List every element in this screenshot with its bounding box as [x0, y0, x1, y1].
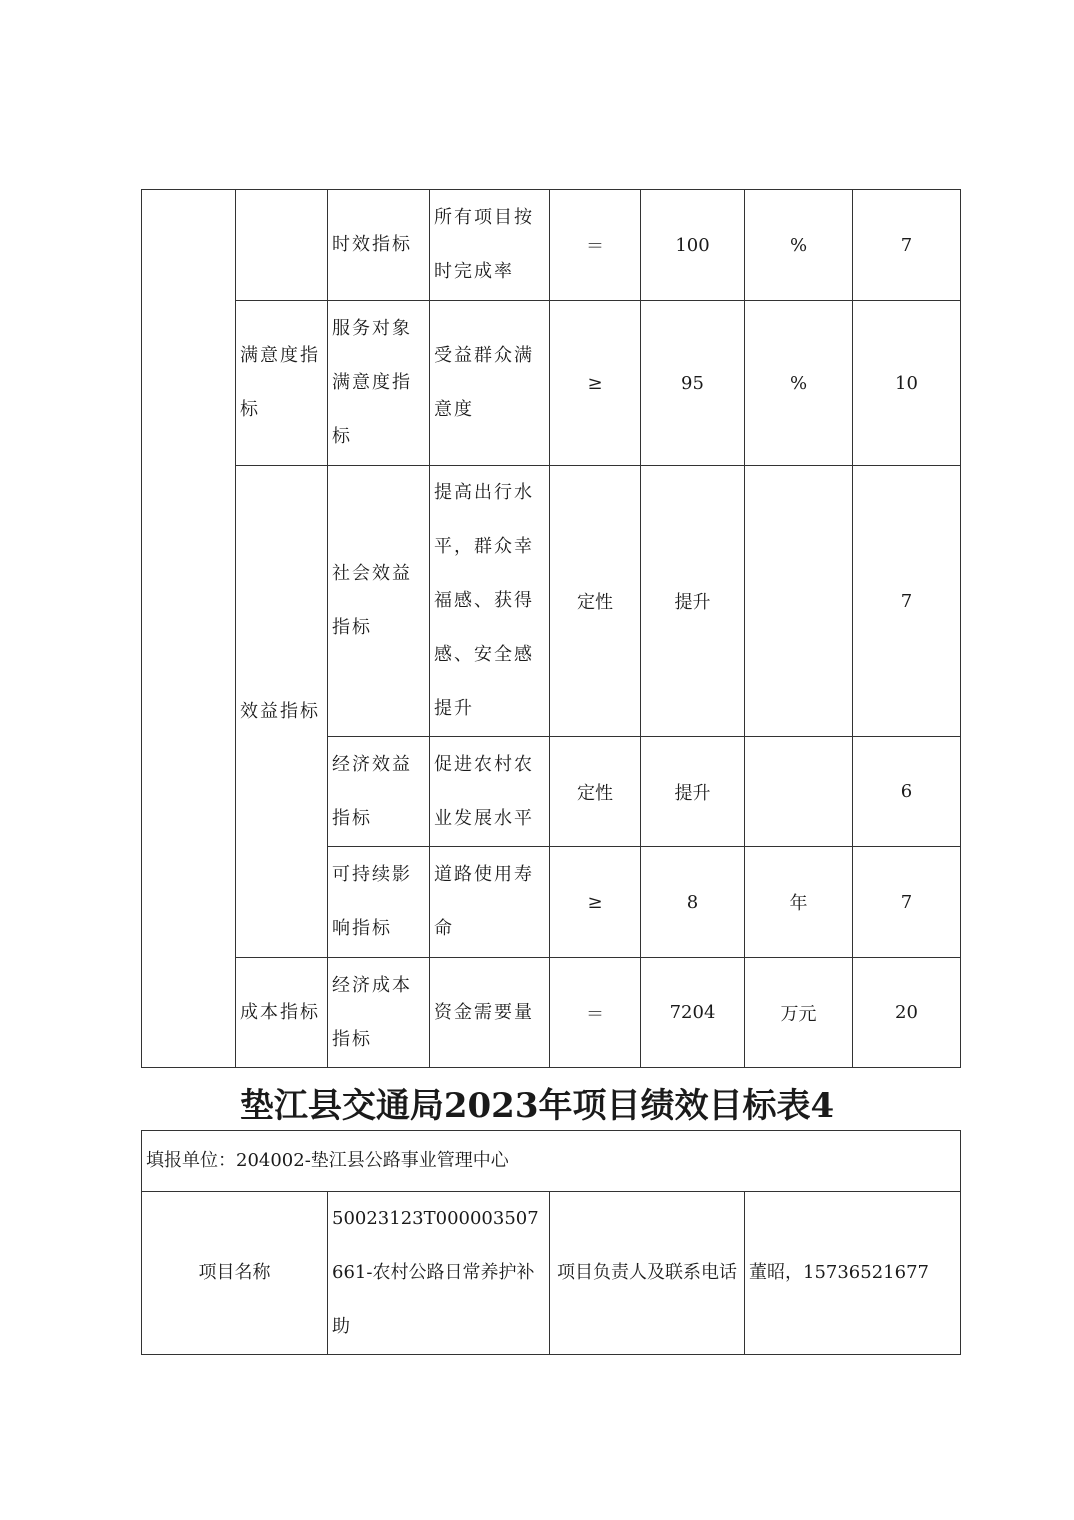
- project-info-table: [141, 1130, 961, 1355]
- operator: 定性: [550, 737, 641, 847]
- operator: 定性: [550, 466, 641, 737]
- project-name-label: 项目名称: [142, 1192, 328, 1355]
- indicator-name: 提高出行水平，群众幸福感、获得感、安全感提升: [430, 466, 550, 737]
- table-row: [142, 301, 961, 466]
- weight: 7: [853, 466, 961, 737]
- target-value: 95: [641, 301, 745, 466]
- second-level-cell: [236, 190, 328, 301]
- indicator-table: [141, 189, 961, 1068]
- unit: [745, 466, 853, 737]
- table-row: [142, 466, 961, 737]
- target-value: 提升: [641, 737, 745, 847]
- reporting-unit: 填报单位：204002-垫江县公路事业管理中心: [142, 1131, 961, 1192]
- target-value: 7204: [641, 958, 745, 1068]
- target-value: 提升: [641, 466, 745, 737]
- weight: 10: [853, 301, 961, 466]
- third-level-cell: 经济效益指标: [328, 737, 430, 847]
- second-level-cell: 效益指标: [236, 466, 328, 958]
- unit: %: [745, 190, 853, 301]
- target-value: 8: [641, 847, 745, 958]
- indicator-name: 道路使用寿命: [430, 847, 550, 958]
- weight: 7: [853, 190, 961, 301]
- weight: 7: [853, 847, 961, 958]
- indicator-name: 受益群众满意度: [430, 301, 550, 466]
- third-level-cell: 服务对象满意度指标: [328, 301, 430, 466]
- second-level-cell: 满意度指标: [236, 301, 328, 466]
- third-level-cell: 时效指标: [328, 190, 430, 301]
- operator: ≥: [550, 301, 641, 466]
- page-title: 垫江县交通局2023年项目绩效目标表4: [239, 1086, 835, 1126]
- table-row: [142, 958, 961, 1068]
- third-level-cell: 经济成本指标: [328, 958, 430, 1068]
- indicator-name: 所有项目按时完成率: [430, 190, 550, 301]
- indicator-name: 促进农村农业发展水平: [430, 737, 550, 847]
- project-name-value: 50023123T000003507661-农村公路日常养护补助: [328, 1192, 550, 1355]
- table-row: [142, 1192, 961, 1355]
- first-level-cell: [142, 190, 236, 1068]
- second-level-cell: 成本指标: [236, 958, 328, 1068]
- table-row: [142, 1131, 961, 1192]
- operator: ＝: [550, 958, 641, 1068]
- weight: 20: [853, 958, 961, 1068]
- unit: 年: [745, 847, 853, 958]
- unit: [745, 737, 853, 847]
- contact-value: 董昭，15736521677: [745, 1192, 961, 1355]
- third-level-cell: 可持续影响指标: [328, 847, 430, 958]
- contact-label: 项目负责人及联系电话: [550, 1192, 745, 1355]
- weight: 6: [853, 737, 961, 847]
- operator: ＝: [550, 190, 641, 301]
- unit: 万元: [745, 958, 853, 1068]
- table-row: [142, 190, 961, 301]
- target-value: 100: [641, 190, 745, 301]
- indicator-name: 资金需要量: [430, 958, 550, 1068]
- operator: ≥: [550, 847, 641, 958]
- unit: %: [745, 301, 853, 466]
- third-level-cell: 社会效益指标: [328, 466, 430, 737]
